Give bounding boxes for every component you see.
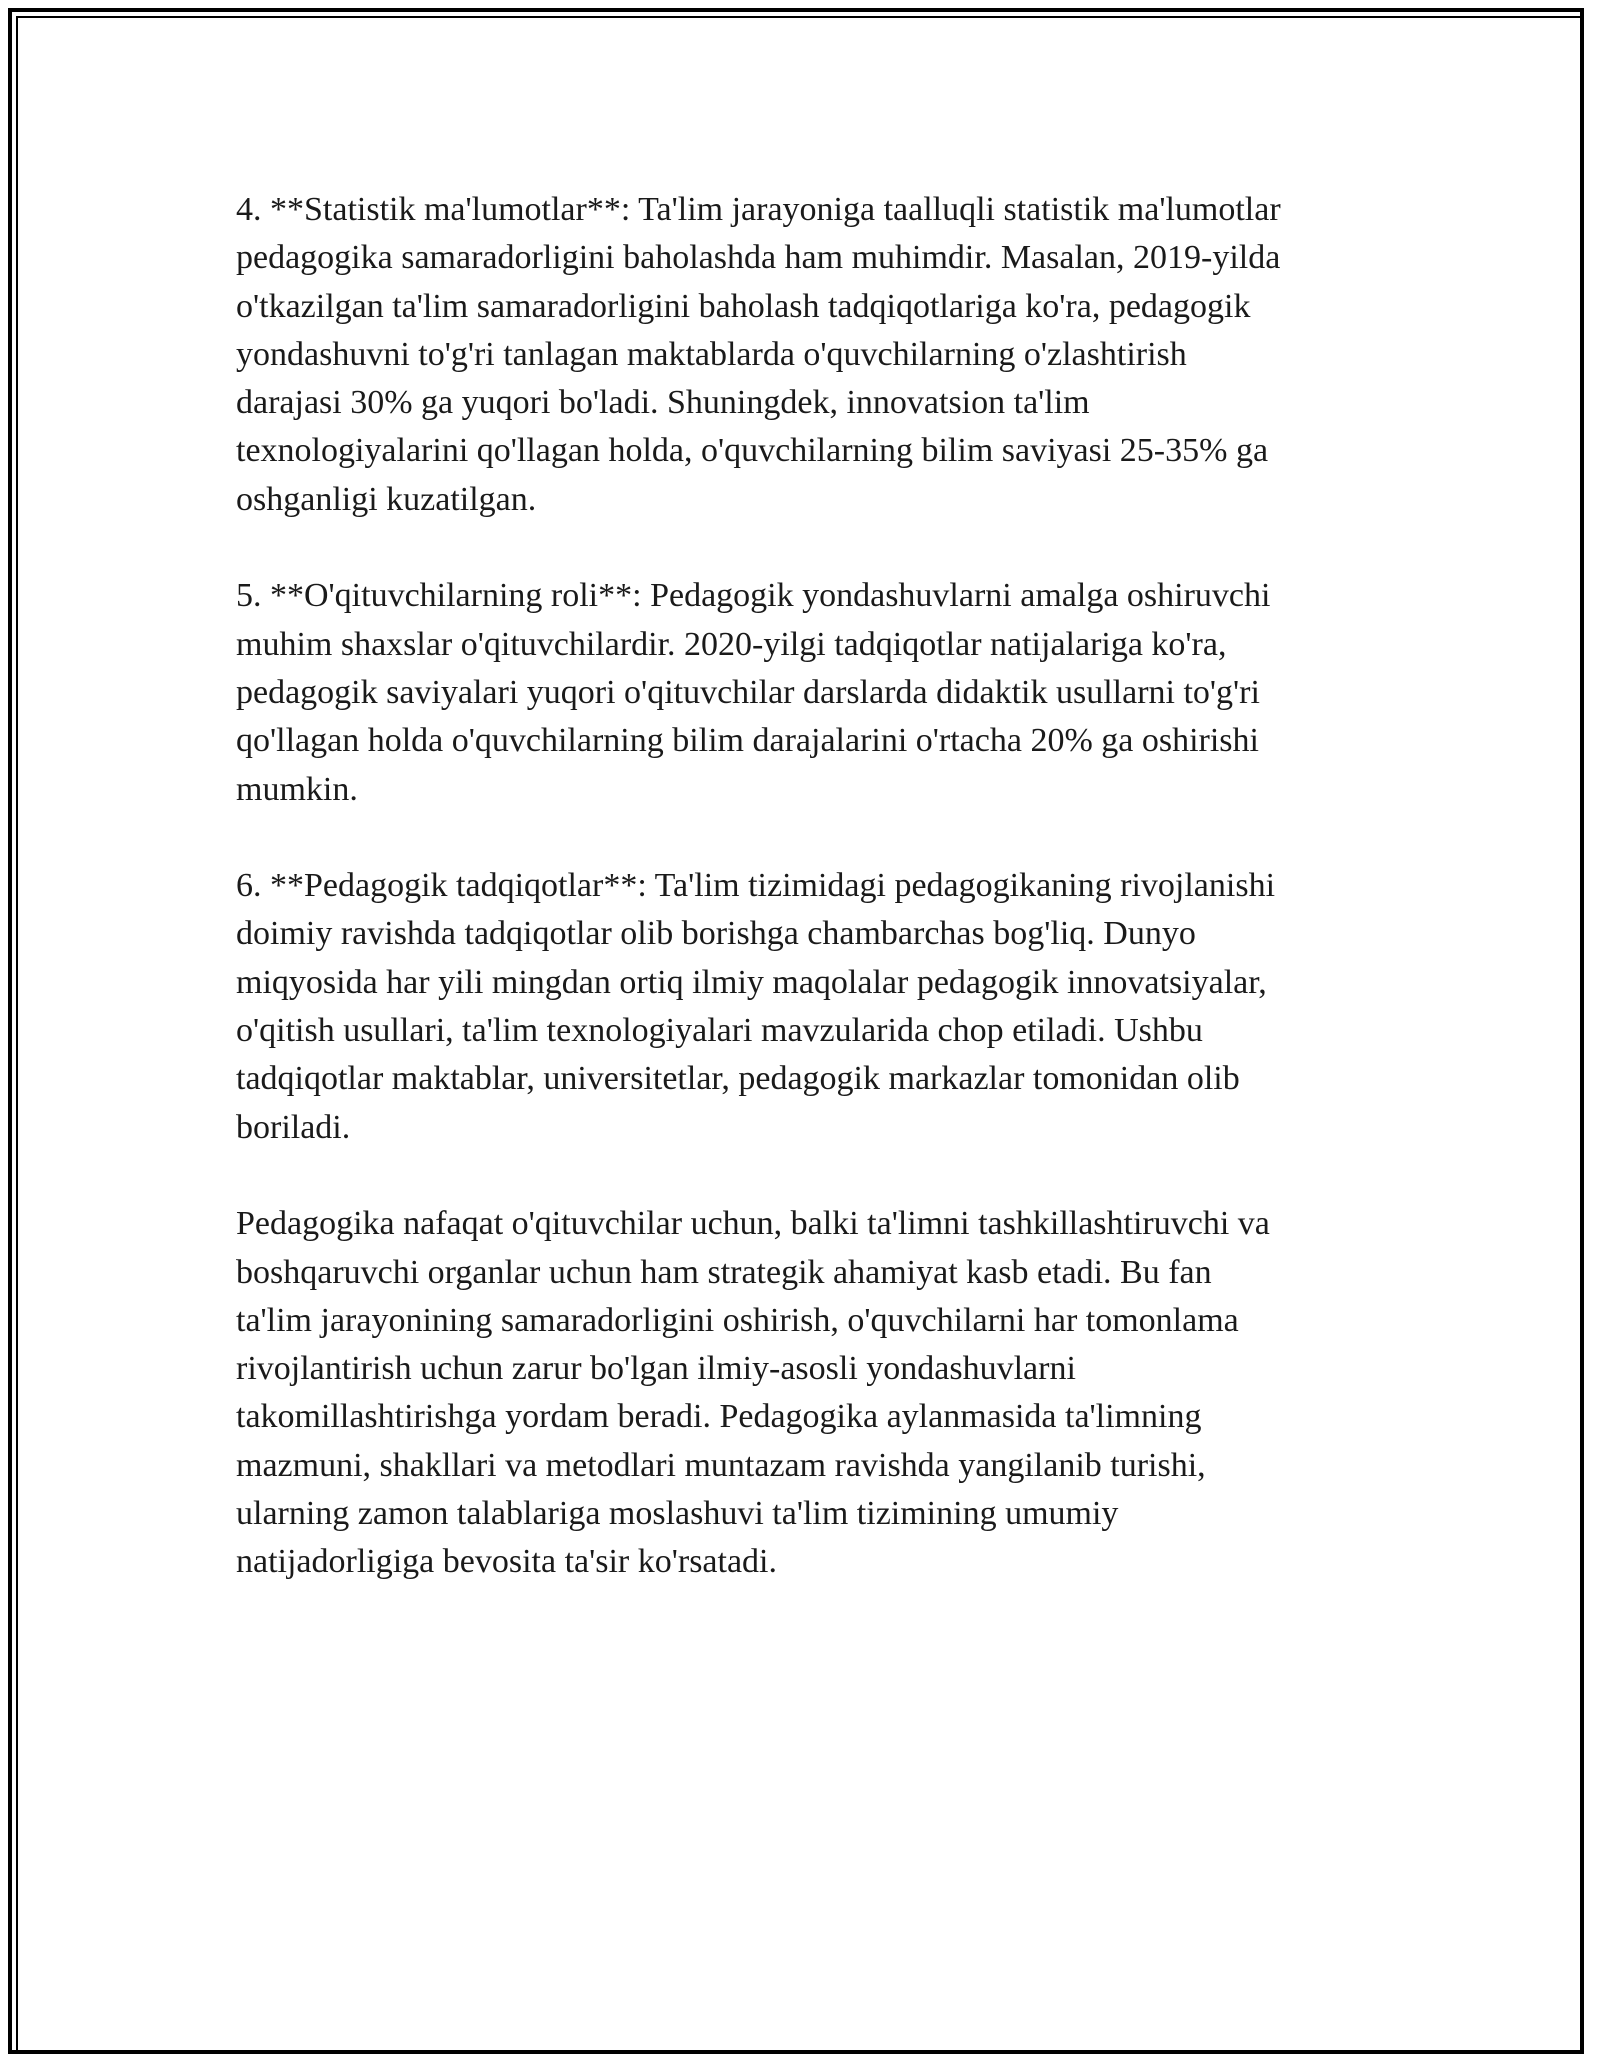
paragraph-statistics: 4. **Statistik ma'lumotlar**: Ta'lim jarayoniga taalluqli statistik ma'lumotlar pedagogika samaradorligini baholashda ham muhimdir. Masalan, 2019-yilda o'tkazilgan ta'lim samaradorligini baholash tadqiqotlariga ko'ra, pedagogik yondashuvni to'g'ri tanlagan maktablarda o'quvchilarning o'zlashtirish darajasi 30% ga yuqori bo'ladi. Shuningdek, innovatsion ta'lim texnologiyalarini qo'llagan holda, o'quvchilarning bilim saviyasi 25-35% ga oshganligi kuzatilgan. [236,191,1281,518]
paragraph-pedagogical-research: 6. **Pedagogik tadqiqotlar**: Ta'lim tizimidagi pedagogikaning rivojlanishi doimiy ravishda tadqiqotlar olib borishga chambarchas bog'liq. Dunyo miqyosida har yili mingdan ortiq ilmiy maqolalar pedagogik innovatsiyalar, o'qitish usullari, ta'lim texnologiyalari mavzularida chop etiladi. Ushbu tadqiqotlar maktablar, universitetlar, pedagogik markazlar tomonidan olib boriladi. [236,867,1276,1146]
paragraph-teacher-role: 5. **O'qituvchilarning roli**: Pedagogik yondashuvlarni amalga oshiruvchi muhim shaxslar o'qituvchilardir. 2020-yilgi tadqiqotlar natijalariga ko'ra, pedagogik saviyalari yuqori o'qituvchilar darslarda didaktik usullarni to'g'ri qo'llagan holda o'quvchilarning bilim darajalarini o'rtacha 20% ga oshirishi mumkin. [236,577,1271,808]
paragraph-conclusion: Pedagogika nafaqat o'qituvchilar uchun, balki ta'limni tashkillashtiruvchi va boshqaruvchi organlar uchun ham strategik ahamiyat kasb etadi. Bu fan ta'lim jarayonining samaradorligini oshirish, o'quvchilarni har tomonlama rivojlantirish uchun zarur bo'lgan ilmiy-asosli yondashuvlarni takomillashtirishga yordam beradi. Pedagogika aylanmasida ta'limning mazmuni, shakllari va metodlari muntazam ravishda yangilanib turishi, ularning zamon talablariga moslashuvi ta'lim tizimining umumiy natijadorligiga bevosita ta'sir ko'rsatadi. [236,1205,1270,1581]
document-body [236,186,1376,1635]
